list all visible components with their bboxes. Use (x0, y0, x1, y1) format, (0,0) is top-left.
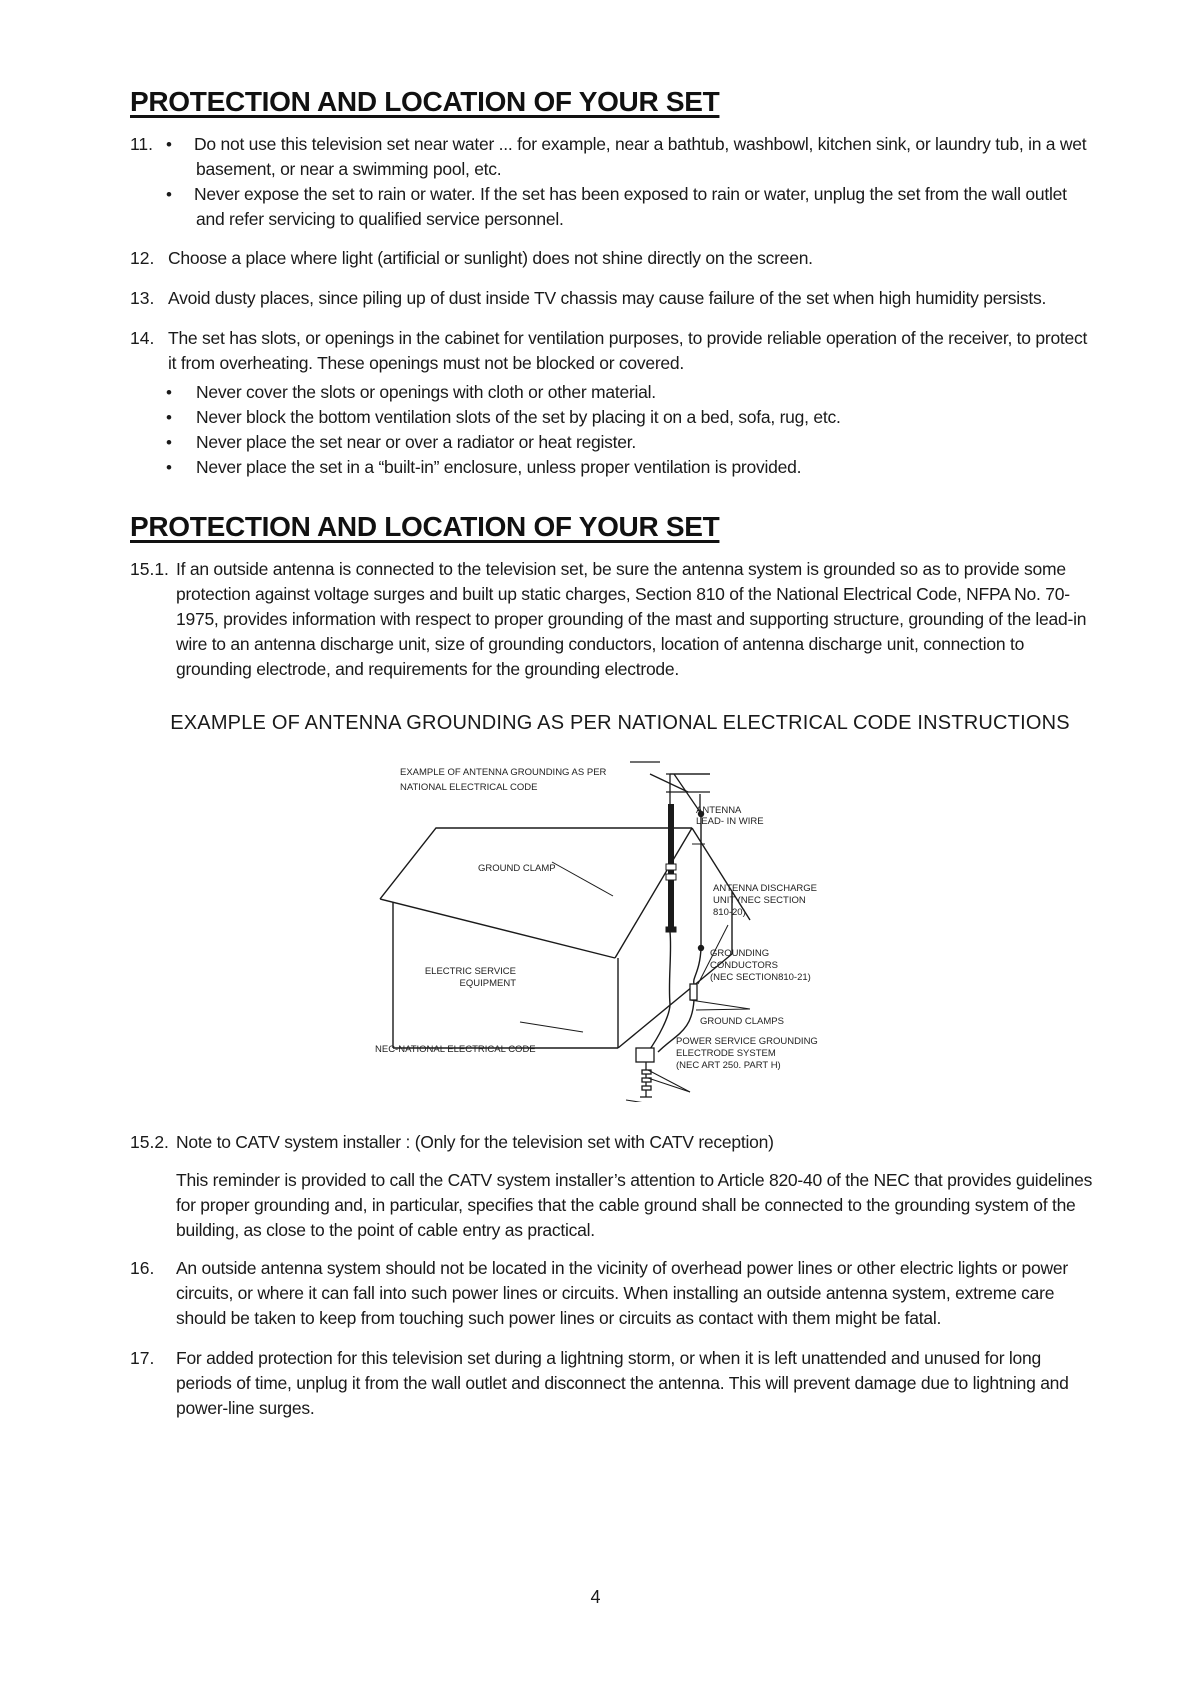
section-heading: PROTECTION AND LOCATION OF YOUR SET (130, 511, 720, 542)
section-heading: PROTECTION AND LOCATION OF YOUR SET (130, 86, 720, 117)
label-antenna-lead-in: LEAD- IN WIRE (696, 816, 764, 827)
label-power-service: POWER SERVICE GROUNDING (676, 1036, 818, 1047)
page-number: 4 (590, 1587, 601, 1607)
item-number: 15.2. (130, 1132, 169, 1152)
item-17-text: For added protection for this television set during a lightning storm, or when it is left unattended and unused for long periods of time, unplug it from the wall outlet and disconnect the antenna. This will prevent damage due to lightning and power-line surges. (176, 1348, 1069, 1418)
item-14-bullet-4: Never place the set in a “built-in” enclosure, unless proper ventilation is provided. (196, 457, 802, 477)
diagram-caption: NATIONAL ELECTRICAL CODE (400, 782, 538, 793)
item-number: 16. (130, 1258, 155, 1278)
item-14-text: The set has slots, or openings in the cabinet for ventilation purposes, to provide reliable operation of the receiver, to protect it from overheating. These openings must not be blocked or covered. (168, 328, 1088, 373)
label-grounding-conductors: CONDUCTORS (710, 960, 778, 971)
diagram-caption: EXAMPLE OF ANTENNA GROUNDING AS PER (400, 767, 607, 778)
label-discharge-unit: 810-20) (713, 907, 746, 918)
label-ground-clamp: GROUND CLAMP (478, 863, 556, 874)
figure-title: EXAMPLE OF ANTENNA GROUNDING AS PER NATIONAL ELECTRICAL CODE INSTRUCTIONS (170, 712, 1070, 734)
discharge-unit-icon (690, 984, 697, 1000)
label-discharge-unit: ANTENNA DISCHARGE (713, 883, 817, 894)
bullet-icon: • (166, 185, 172, 204)
antenna-grounding-diagram (370, 752, 890, 1102)
label-discharge-unit: UNIT (NEC SECTION (713, 895, 806, 906)
bullet-icon: • (166, 135, 172, 154)
item-14-bullet-2: Never block the bottom ventilation slots of the set by placing it on a bed, sofa, rug, etc. (196, 407, 841, 427)
item-number: 14. (130, 328, 155, 348)
item-number: 13. (130, 288, 155, 308)
item-16-text: An outside antenna system should not be located in the vicinity of overhead power lines or other electric lights or power circuits, or where it can fall into such power lines or circuits. When installing an outside antenna system, extreme care should be taken to keep from touching such power lines or circuits as contact with them might be fatal. (176, 1258, 1068, 1328)
label-grounding-conductors: (NEC SECTION810-21) (710, 972, 811, 983)
label-power-service: (NEC ART 250. PART H) (676, 1060, 781, 1071)
item-14-bullet-3: Never place the set near or over a radiator or heat register. (196, 432, 636, 452)
electric-service-box-icon (636, 1048, 654, 1097)
item-number: 15.1. (130, 559, 169, 579)
item-15-1-text: If an outside antenna is connected to the television set, be sure the antenna system is grounded so as to provide some protection against voltage surges and built up static charges, Section 810 of the National Electrical Code, NFPA No. 70-1975, provides information with respect to proper grounding of the mast and supporting structure, grounding of the lead-in wire to an antenna discharge unit, size of grounding conductors, location of antenna discharge unit, connection to grounding electrode, and requirements for the grounding electrode. (176, 559, 1087, 679)
label-power-service: ELECTRODE SYSTEM (676, 1048, 776, 1059)
label-grounding-conductors: GROUNDING (710, 948, 770, 959)
label-ground-clamps: GROUND CLAMPS (700, 1016, 784, 1027)
label-antenna-lead-in: ANTENNA (696, 805, 742, 816)
bullet-icon: • (166, 458, 172, 477)
item-number: 17. (130, 1348, 155, 1368)
item-15-2-paragraph: This reminder is provided to call the CATV system installer’s attention to Article 820-40 of the NEC that provides guidelines for proper grounding and, in particular, specifies that the cable ground shall be connected to the grounding system of the building, as close to the point of cable entry as practical. (176, 1170, 1093, 1240)
item-11-bullet-2: Never expose the set to rain or water. If the set has been exposed to rain or water, unplug the set from the wall outlet and refer servicing to qualified service personnel. (194, 184, 1067, 229)
label-electric-service: EQUIPMENT (459, 978, 516, 989)
item-14-bullet-1: Never cover the slots or openings with cloth or other material. (196, 382, 656, 402)
bullet-icon: • (166, 408, 172, 427)
label-electric-service: ELECTRIC SERVICE (424, 966, 516, 977)
label-nec: NEC-NATIONAL ELECTRICAL CODE (375, 1044, 536, 1055)
bullet-icon: • (166, 383, 172, 402)
item-13-text: Avoid dusty places, since piling up of dust inside TV chassis may cause failure of the set when high humidity persists. (168, 288, 1047, 308)
item-number: 11. (130, 134, 154, 154)
item-11-bullet-1: Do not use this television set near water ... for example, near a bathtub, washbowl, kitchen sink, or laundry tub, in a wet basement, or near a swimming pool, etc. (194, 134, 1087, 179)
house-outline (380, 828, 750, 1048)
item-12-text: Choose a place where light (artificial or sunlight) does not shine directly on the screen. (168, 248, 813, 268)
bullet-icon: • (166, 433, 172, 452)
item-number: 12. (130, 248, 155, 268)
item-15-2-text: Note to CATV system installer : (Only for the television set with CATV reception) (176, 1132, 774, 1152)
